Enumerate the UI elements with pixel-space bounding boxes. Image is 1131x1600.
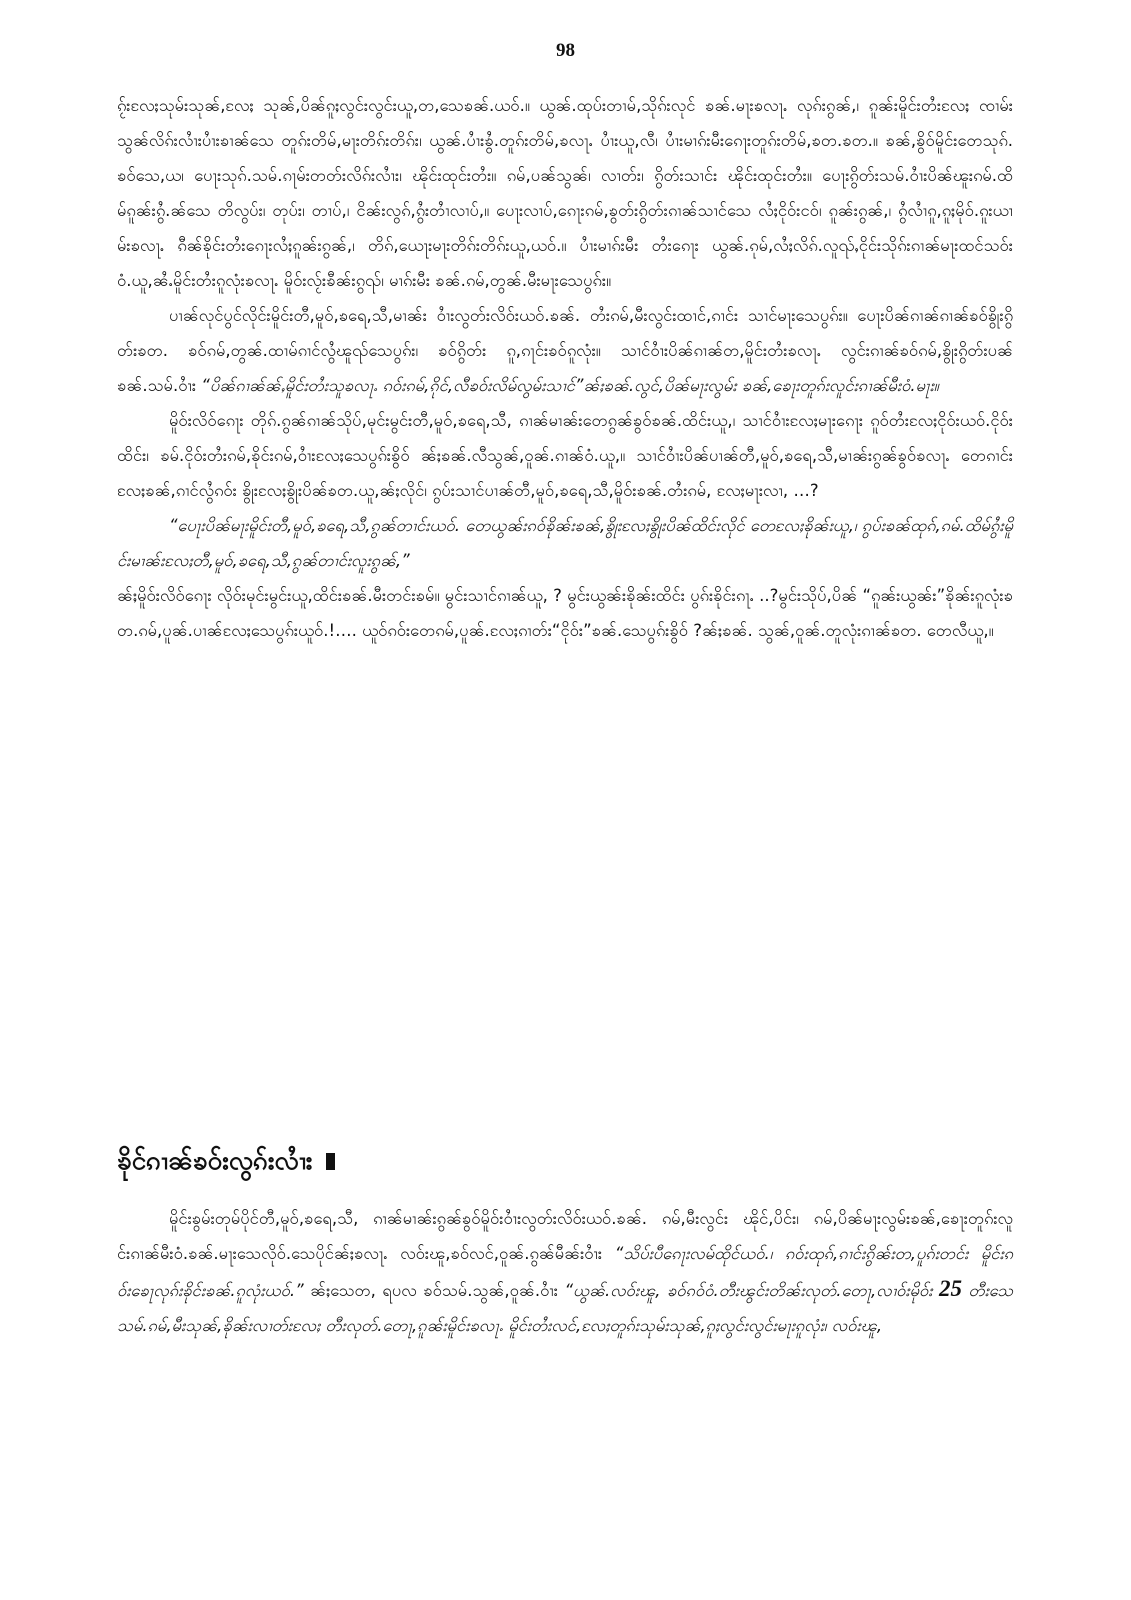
body-text-bottom [117,1201,1013,1343]
section-paragraph-quote2b: တီးသေသမ်.ၵမ်,မီးသုၼ်,ၶိုၼ်းလၢတ်းလႄႈ တီးလုတ်.တေႃ,ၵူၼ်းမိူင်းၶလႃႉ မိူင်းတႆးလင်,လႄႈတူၵ်းသုမ်းသုၼ်,ၵူႈလွင်းလွင်းမႃးၵူလုံး၊ လဝ်းၽူ, [117,1281,1014,1335]
paragraph-2 [117,298,1013,403]
section-paragraph-part1: မိူင်းၶွမ်းတုမ်ပိုင်တီ,မူဝ်,ၶရေ,သီ, ၵၢၼ်မၢၼ်းၵွၼ်ၶွဝ်မိူဝ်းဝၢႆးလွတ်းလိဝ်းယဝ်.ၶၼ်. ၵမ်,မီးလွင်း ၽိုင်,ပိင်း၊ ၵမ်,ပိၼ်မႃးလွမ်းၶၼ်,ၶေႃးတူၵ်းလူင်းၵၢၼ်မီးဝံ.ၶၼ်.မႃးသေလိုဝ်.သေပိုင်ၼ်ႈၶလႃႉ လဝ်းၽူ,ၶဝ်လင်,ဝူၼ်.ၵွၼ်မီၼ်းဝၢႆး [117,1209,1013,1263]
paragraph-2-quote: “ပိၼ်ၵၢၼ်ၼ်ႇမိူင်းတႆးသူၶလႃႉ ၵဝ်းၵမ်,ၵိုင်,လီၶဝ်းလိမ်လွမ်းသၢင်”ၼ်ႈၶၼ်.လွင်,ပိၼ်မႃးလွမ်း ၶၼ်,ၶေႃးတူၵ်းလူင်းၵၢၼ်မီးဝံ.မႃး။ [201,376,939,395]
paragraph-3: မိူဝ်းလိဝ်ၵေႃး တိုၵ်.ၵွၼ်ၵၢၼ်သိုပ်,မုင်းမွင်းတီ,မူဝ်,ၶရေ,သီ, ၵၢၼ်မၢၼ်းတေၵွၼ်ၶွဝ်ၶၼ်.ထိင်းယူ,၊ သၢင်ဝၢႆးလႄႈမႃးၵေႃး ၵူဝ်တႆးလႄႈငိုဝ်းယဝ်.ငိုဝ်းထိင်း၊ ၶမ်.ငိုဝ်းတႆးၵမ်,ၶိုင်းၵမ်,ဝၢႆးလႄႈသေပွၵ်းၶွိဝ် ၼ်ႈၶၼ်.လီသွၼ်,ဝူၼ်.ၵၢၼ်ဝံ.ယူ,။ သၢင်ဝၢႆးပိၼ်ပၢၼ်တီ,မူဝ်,ၶရေ,သီ,မၢၼ်းၵွၼ်ၶွဝ်ၶလႃႉ တေၵၢင်း လႄႈၶၼ်,ၵၢင်လွႆၵဝ်း ၶွိုးလႄႈၶွိုးပိၼ်ၶတ.ယူ,ၼ်ႈလိုင်၊ ၵွပ်းသၢင်ပၢၼ်တီ,မူဝ်,ၶရေ,သီ,မိူဝ်းၶၼ်.တႆးၵမ်, လႄႈမႃးလၢ, …? [117,411,1013,500]
section-heading-text: ၶိုင်ၵၢၼ်ၶဝ်းလွၵ်းလၢႆး [117,1146,313,1176]
section-heading [117,1143,335,1179]
paragraph-5: ၼ်ႈမိူဝ်းလိဝ်ၵေႃး လိုဝ်းမုင်းမွင်းယူ,ထိင်းၶၼ်.မီးတင်းၶမ်။ မွင်းသၢင်ၵၢၼ်ယူ, ? မွင်းယွၼ်းၶိုၼ်းထိင်း ပွၵ်းၶိုင်းၵႃႉ ..?မွင်းသိုပ်,ပိၼ် “ၵူၼ်းယွၼ်း”ၶိုၼ်းၵူလုံးၶတ.ၵမ်,ပူၼ်.ပၢၼ်လႄႈသေပွၵ်းယူဝ်.!…. ယူဝ်ၵဝ်းတေၵမ်,ပူၼ်.လႄႈၵၢတ်း“ငိုဝ်း”ၶၼ်.သေပွၵ်းၶွိဝ် ?ၼ်ႈၶၼ်. သွၼ်,ဝူၼ်.တူလုံးၵၢၼ်ၶတ. တေလီယူ,။ [117,586,1013,640]
section-paragraph-quote1: “သိပ်းပီၵေႃးလမ်ထိုင်ယဝ်.၊ ၵဝ်းထုၵ်,ၵၢင်းၵွိၼ်းတ,ပူၵ်းတင်း မိူင်းၵဝ်းၶေႃလုၵ်းၶိုင်းၶၼ်.ၵူလုံးယဝ်.” [117,1244,1013,1300]
section-paragraph-quote2a: “ယွၼ်.လဝ်းၽူ, ၶဝ်ၵဝ်ဝံ.တီးၽွင်းတိၼ်းလုတ်.တေႃ,လၢဝ်းမိုဝ်း [564,1281,933,1300]
paragraph-4-quote: “ပေႃးပိၼ်မႃးမိူင်းတီ,မူဝ်,ၶရေ,သီ,ၵွၼ်တၢင်းယဝ်. တေယွၼ်းၵဝ်ၶိုၼ်းၶၼ်,ၶွိုးလႄႈၶွိုးပိၼ်ထိင်းလိုင် တေလႄႈၶိုၼ်းယူ,၊ ၵွပ်းၶၼ်ထုၵ်,ၵမ်.ထိမ်ၵွႆးမိူင်းမၢၼ်းလႄႈတီ,မူဝ်,ၶရေ,သီ,ၵွၼ်တၢင်းလူးၵွၼ်,” [117,516,1013,570]
section-paragraph [117,1201,1013,1343]
page-number: 98 [556,40,575,61]
section-paragraph-part2: ၼ်ႈသေတ, ရပလ ၶဝ်သမ်.သွၼ်,ဝူၼ်.ဝၢႆး [310,1281,558,1300]
section-paragraph-number: 25 [938,1276,962,1301]
heading-square-mark [326,1153,335,1170]
paragraph-2-text: ပၢၼ်လုင်ပွင်လိုင်းမိူင်းတီ,မူဝ်,ၶရေ,သီ,မၢၼ်း ဝၢႆးလွတ်းလိဝ်းယဝ်.ၶၼ်. တႆးၵမ်,မီးလွင်းထၢင်,ၵၢင်း သၢင်မႃးသေပွၵ်း။ ပေႃးပိၼ်ၵၢၼ်ၵၢၼ်ၶဝ်ၶွိုးၵွိတ်းၶတ. ၶဝ်ၵမ်,တွၼ်.ထၢမ်ၵၢင်လွႆၽူၺ်သေပွၵ်း၊ ၶဝ်ၵွိတ်း ၵူ,ၵႃင်းၶဝ်ၵူလုံး။ သၢင်ဝၢႆးပိၼ်ၵၢၼ်တ,မိူင်းတႆးၶလႃႉ လွင်းၵၢၼ်ၶဝ်ၵမ်,ၶွိုးၵွိတ်းပၼ် ၶၼ်.သမ်.ဝၢႆး [117,306,1013,395]
paragraph-1: ၵႂ်းလႄႈသုမ်းသုၼ်,လႄႈ သုၼ်,ပိၼ်ၵူႈလွင်းလွင်းယူ,တ,သေၶၼ်.ယဝ်.။ ယွၼ်.ထုပ်းတၢမ်,သိုၵ်းလုင် ၶၼ်.မႃးၶလႃႉ လုၵ်းၵွၼ်,၊ ၵူၼ်းမိူင်းတႆးလႄႈ ၸၢမ်းသွၼ်လိၵ်းလၢႆးပၢႆးၶၢၼ်သေ တူၵ်းတိမ်,မႃးတိၵ်းတိၵ်း၊ ယွၼ်.ပၢႆးၶွႆ.တူၵ်းတိမ်,ၶလႃႉ ပၢႆးယူ,လီ၊ ပၢႆးမၢၵ်းမီးၵေႃးတူၵ်းတိမ်,ၶတ.ၶတ.။ ၶၼ်,ၶွိဝ်မိူင်းတေသုၵ်. ၶဝ်သေ,ယ၊ ပေႃးသုၵ်.သမ်.ၵႃမ်းတတ်းလိၵ်းလၢႆး၊ ၽိုင်းထုင်းတႆး။ ၵမ်,ပၼ်သွၼ်၊ လၢတ်း၊ ၵွိတ်းသၢင်း ၽိုင်းထုင်းတႆး။ ပေႃးၵွိတ်းသမ်.ဝၢႆးပိၼ်ၽူးၵမ်.ထိမ်ၵူၼ်းၵွႆ.ၼ်သေ တိလွပ်း၊ တုပ်း၊ တၢပ်,၊ ငိၼ်းလွၵ်,ၵွႆးတၢႆလၢပ်,။ ပေႃးလၢပ်,ၵေႃးၵမ်,ၶွတ်းၵွိတ်းၵၢၼ်သၢင်သေ လႆႈငိုဝ်းငဝ်၊ ၵူၼ်းၵွၼ်,၊ ၵွႆလၢႆၵူ,ၵူႈမိုဝ်.ၵူးယၢမ်းၶလႃႉ ၵီၼ်ၶိုင်းတႆးၵေႃးလႆႈၵူၼ်းၵွၼ်,၊ တိၵ်,ယေႃးမႃးတိၵ်းတိၵ်းယူ,ယဝ်.။ ပၢႆးမၢၵ်းမီး တႆးၵေႃး ယွၼ်.ၵုမ်,လႆႈလိၵ်.လူၺ်ႇငိုင်းသိုၵ်းၵၢၼ်မႃးထင်သဝ်းဝံ.ယူ,ၼႆႉမိူင်းတႆးၵူလုံးၶလႃႉ မိူဝ်းလႂ်းၶီၼ်းၵွၺ်၊ မၢၵ်းမီး ၶၼ်.ၵမ်,တွၼ်.မီးမႃးသေပွၵ်း။ [117,96,1013,290]
body-text-top [117,88,1013,648]
